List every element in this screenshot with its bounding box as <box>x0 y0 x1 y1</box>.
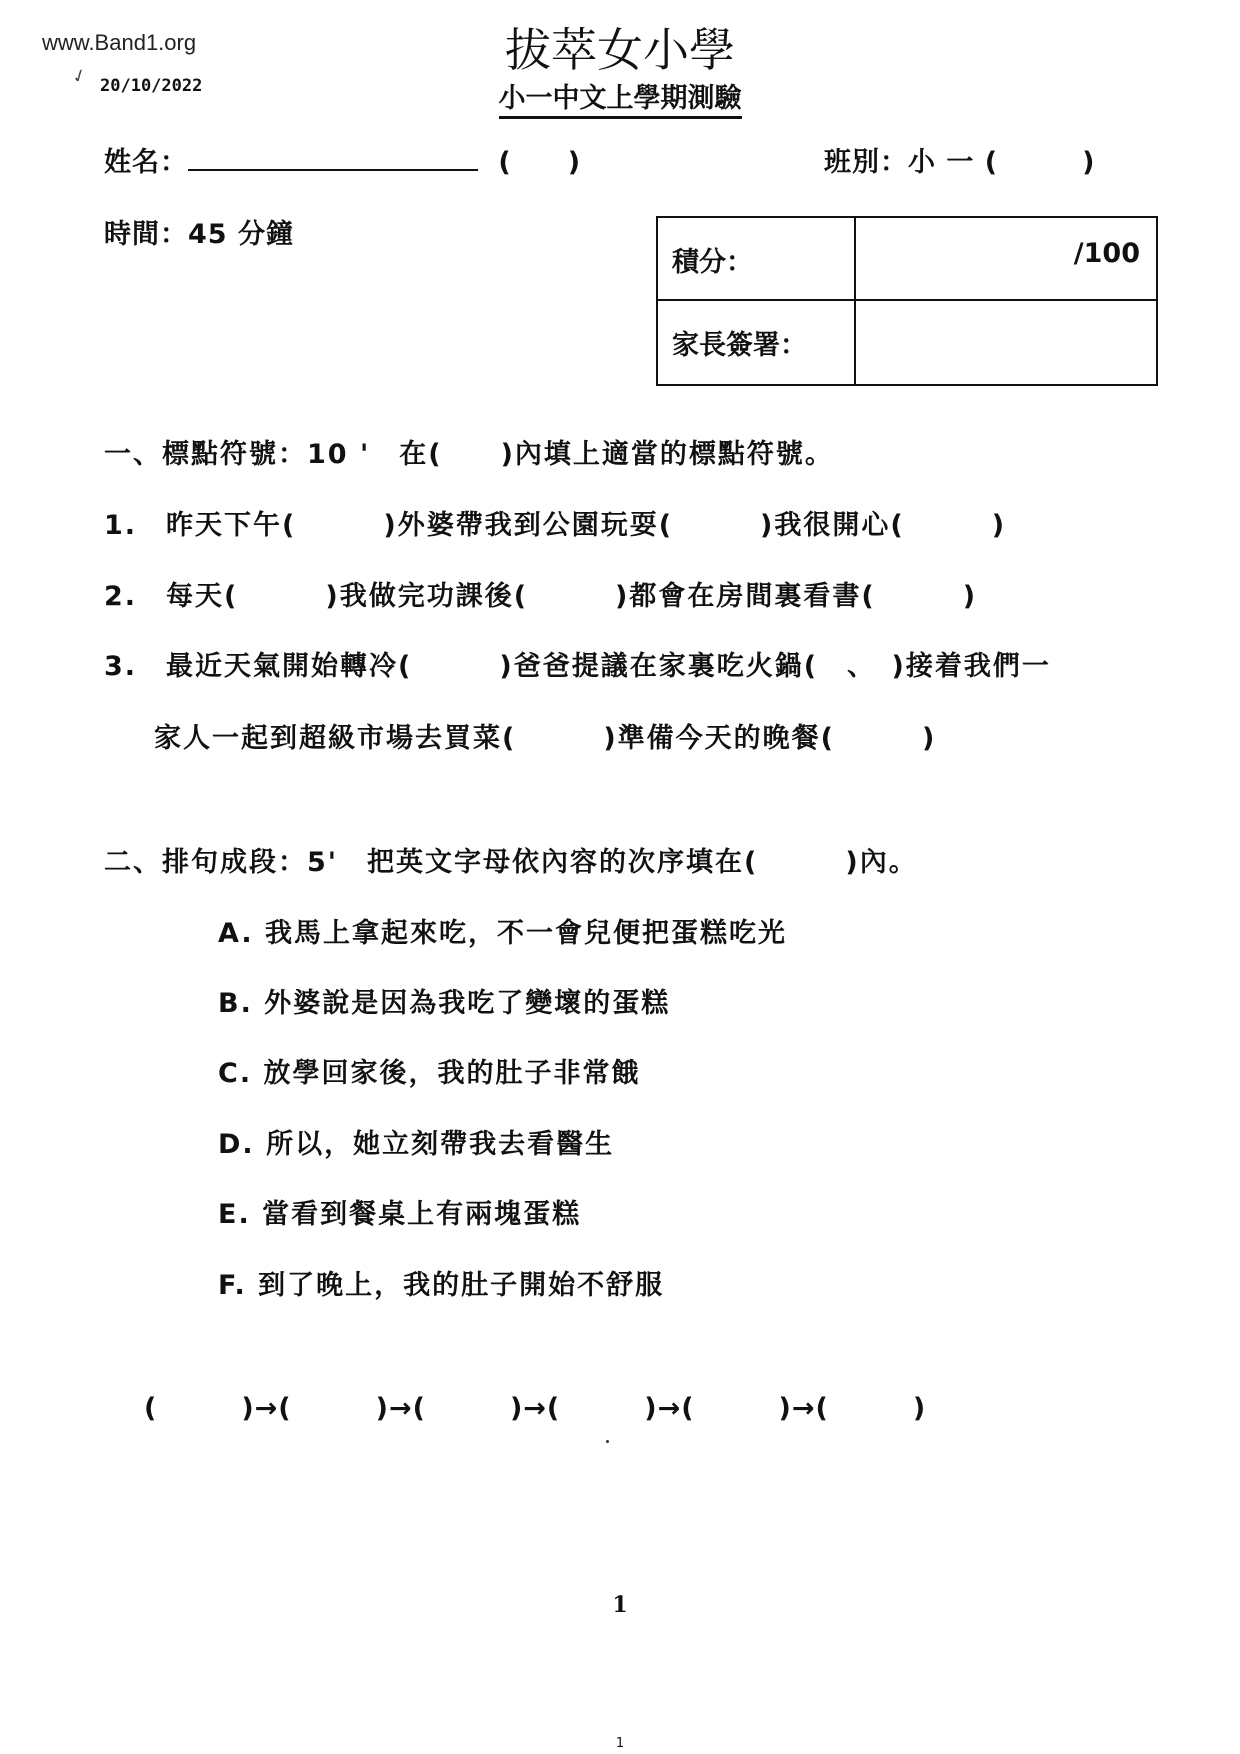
exam-title-text: 小一中文上學期測驗 <box>499 83 742 119</box>
section1-question-2[interactable]: 2. 每天( )我做完功課後( )都會在房間裏看書( ) <box>104 581 978 612</box>
option-c: C. 放學回家後，我的肚子非常餓 <box>218 1058 641 1089</box>
check-mark-icon: ✓ <box>68 64 91 89</box>
school-name: 拔萃女小學 <box>505 23 735 77</box>
time-label: 時間：45 分鐘 <box>104 219 294 250</box>
option-d: D. 所以，她立刻帶我去看醫生 <box>218 1129 615 1160</box>
page-number-footer: 1 <box>615 1736 625 1751</box>
option-a: A. 我馬上拿起來吃，不一會兒便把蛋糕吃光 <box>218 918 788 949</box>
score-label: 積分： <box>672 247 753 278</box>
score-box-divider <box>854 218 856 384</box>
score-row <box>658 218 1156 301</box>
exam-date: 20/10/2022 <box>100 76 203 96</box>
score-total: /100 <box>1073 238 1140 269</box>
name-field[interactable] <box>188 151 478 171</box>
name-row <box>104 140 581 179</box>
option-e: E. 當看到餐桌上有兩塊蛋糕 <box>218 1199 582 1230</box>
section1-question-1[interactable]: 1. 昨天下午( )外婆帶我到公園玩耍( )我很開心( ) <box>104 510 1007 541</box>
option-b: B. 外婆說是因為我吃了變壞的蛋糕 <box>218 988 671 1019</box>
parent-signature-label: 家長簽署： <box>672 330 807 361</box>
sequence-answer[interactable]: ( )→( )→( )→( )→( )→( ) <box>144 1393 927 1424</box>
score-box <box>656 216 1158 386</box>
exam-title <box>0 76 1240 115</box>
page-number: 1 <box>612 1592 628 1618</box>
option-f: F. 到了晚上，我的肚子開始不舒服 <box>218 1270 665 1301</box>
section1-heading: 一、標點符號：10 ' 在( )內填上適當的標點符號。 <box>104 439 834 470</box>
section1-question-3-line2[interactable]: 家人一起到超級市場去買菜( )準備今天的晚餐( ) <box>154 723 937 754</box>
name-label: 姓名： <box>104 147 188 178</box>
parent-signature-row[interactable] <box>658 301 1156 384</box>
class-field[interactable]: 班別：小 一 ( ) <box>824 147 1096 178</box>
section1-question-3-line1[interactable]: 3. 最近天氣開始轉冷( )爸爸提議在家裏吃火鍋( 、 )接着我們一 <box>104 651 1051 682</box>
watermark: www.Band1.org <box>42 30 197 55</box>
section2-heading: 二、排句成段：5' 把英文字母依內容的次序填在( )內。 <box>104 847 918 878</box>
stray-dot <box>606 1440 609 1443</box>
class-number-paren[interactable]: ( ) <box>498 147 582 178</box>
